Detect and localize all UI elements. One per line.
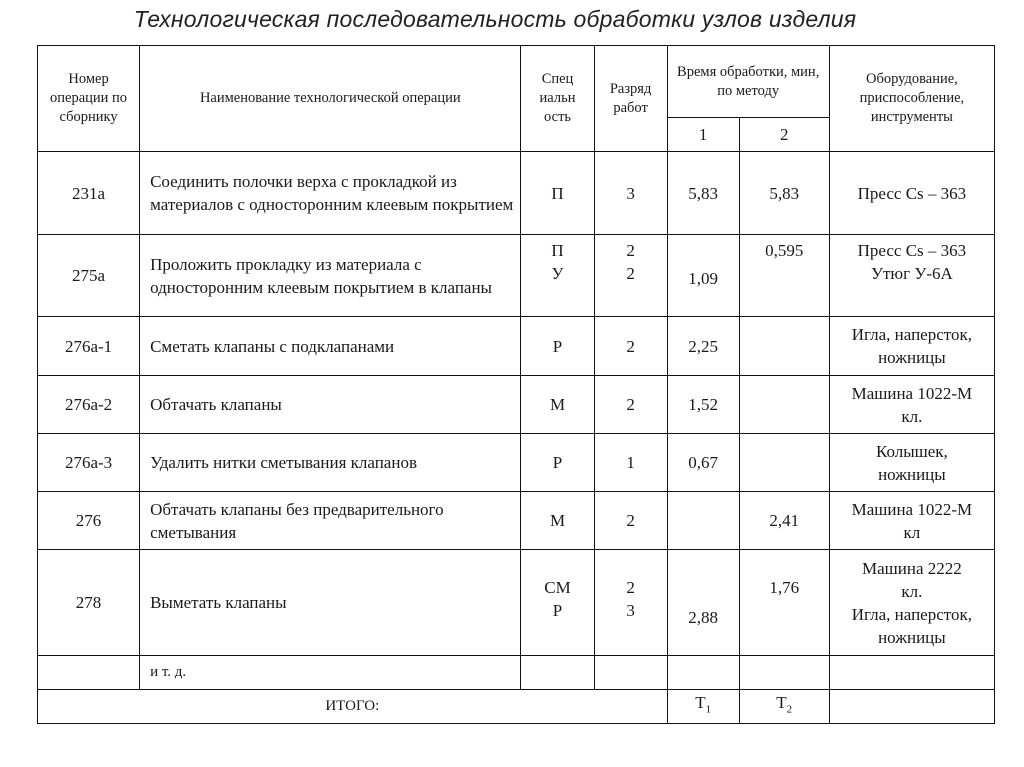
- op-time-1: 1,52: [667, 376, 739, 434]
- op-equipment: Колышек, ножницы: [829, 434, 994, 492]
- op-time-1: 5,83: [667, 152, 739, 235]
- op-number: 231а: [38, 152, 140, 235]
- op-specialty: Р: [521, 317, 594, 376]
- op-equipment: Машина 2222 кл. Игла, наперсток, ножницы: [829, 550, 994, 656]
- table-row: [38, 434, 995, 492]
- etc-empty: [739, 656, 829, 690]
- op-time-2: 0,595: [739, 235, 829, 317]
- table-row: [38, 376, 995, 434]
- etc-empty: [667, 656, 739, 690]
- op-time-2: [739, 376, 829, 434]
- op-grade: 1: [594, 434, 667, 492]
- op-number: 275а: [38, 235, 140, 317]
- table-row: [38, 492, 995, 550]
- total-t2: $Т_2$: [739, 690, 829, 724]
- op-number: 276: [38, 492, 140, 550]
- op-equipment: Машина 1022-М кл: [829, 492, 994, 550]
- header-grade: Разряд работ: [594, 46, 667, 152]
- op-name: Соединить полочки верха с прокладкой из материалов с односторонним клеевым покрытием: [140, 152, 521, 235]
- operations-table: [37, 45, 995, 724]
- table-row: [38, 656, 995, 690]
- op-specialty: П: [521, 152, 594, 235]
- total-row: [38, 690, 995, 724]
- op-name: Выметать клапаны: [140, 550, 521, 656]
- total-t1: $Т_1$: [667, 690, 739, 724]
- op-time-1: 1,09: [667, 235, 739, 317]
- etc-empty: [829, 656, 994, 690]
- op-grade: 2 3: [594, 550, 667, 656]
- page-title: Технологическая последовательность обработки узлов изделия: [133, 6, 857, 32]
- op-grade: 2: [594, 376, 667, 434]
- op-number: 276а-1: [38, 317, 140, 376]
- op-specialty: М: [521, 376, 594, 434]
- table-row: [38, 235, 995, 317]
- op-number: 278: [38, 550, 140, 656]
- op-time-2: 5,83: [739, 152, 829, 235]
- header-method-2: 2: [739, 118, 829, 152]
- op-number: 276а-3: [38, 434, 140, 492]
- table-row: [38, 550, 995, 656]
- op-number: 276а-2: [38, 376, 140, 434]
- op-time-2: 2,41: [739, 492, 829, 550]
- op-equipment: Игла, наперсток, ножницы: [829, 317, 994, 376]
- op-time-2: [739, 317, 829, 376]
- etc-label: и т. д.: [140, 656, 521, 690]
- op-time-1: 2,88: [667, 550, 739, 656]
- op-specialty: Р: [521, 434, 594, 492]
- table-row: [38, 152, 995, 235]
- header-time: Время обработки, мин, по методу: [667, 46, 829, 118]
- op-name: Проложить прокладку из материала с односторонним клеевым покрытием в клапаны: [140, 235, 521, 317]
- op-grade: 2: [594, 492, 667, 550]
- op-grade: 2: [594, 317, 667, 376]
- table-row: [38, 317, 995, 376]
- op-grade: 3: [594, 152, 667, 235]
- op-time-2: [739, 434, 829, 492]
- op-name: Сметать клапаны с подклапанами: [140, 317, 521, 376]
- op-time-2: 1,76: [739, 550, 829, 656]
- etc-empty: [521, 656, 594, 690]
- etc-empty: [594, 656, 667, 690]
- etc-empty: [38, 656, 140, 690]
- total-empty: [829, 690, 994, 724]
- header-specialty: Спец иальн ость: [521, 46, 594, 152]
- op-equipment: Пресс Cs – 363 Утюг У-6А: [829, 235, 994, 317]
- header-operation: Наименование технологической операции: [140, 46, 521, 152]
- header-equipment: Оборудование, приспособление, инструменты: [829, 46, 994, 152]
- op-grade: 2 2: [594, 235, 667, 317]
- op-time-1: 0,67: [667, 434, 739, 492]
- op-specialty: П У: [521, 235, 594, 317]
- op-specialty: СМ Р: [521, 550, 594, 656]
- header-method-1: 1: [667, 118, 739, 152]
- op-name: Обтачать клапаны без предварительного сметывания: [140, 492, 521, 550]
- op-equipment: Пресс Cs – 363: [829, 152, 994, 235]
- op-name: Удалить нитки сметывания клапанов: [140, 434, 521, 492]
- op-time-1: 2,25: [667, 317, 739, 376]
- op-time-1: [667, 492, 739, 550]
- header-number: Номер операции по сборнику: [38, 46, 140, 152]
- op-equipment: Машина 1022-М кл.: [829, 376, 994, 434]
- op-specialty: М: [521, 492, 594, 550]
- op-name: Обтачать клапаны: [140, 376, 521, 434]
- total-label: ИТОГО:: [38, 690, 668, 724]
